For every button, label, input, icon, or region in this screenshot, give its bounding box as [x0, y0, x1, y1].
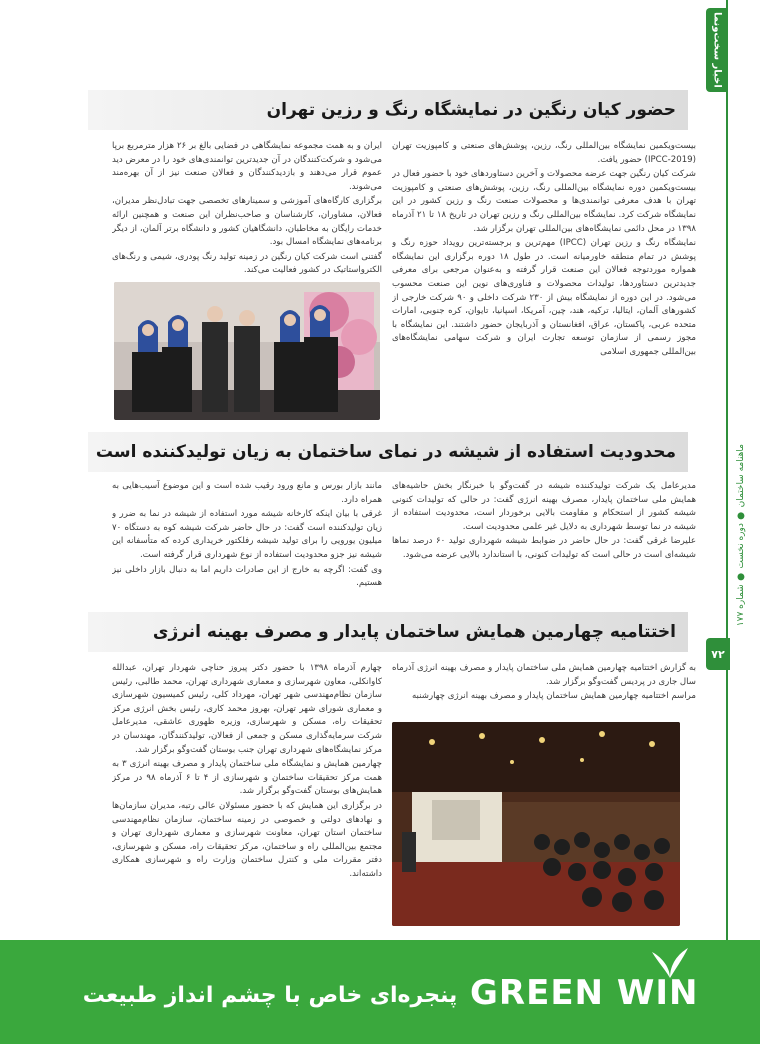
article-3-col-right: [392, 662, 696, 718]
article-1-header: [88, 90, 688, 130]
paragraph: ایران و به همت مجموعه نمایشگاهی در فضایی بالغ بر ۲۶ هزار مترمربع برپا می‌شود و شرکت‌کنندگان در آن جدیدترین توانمندی‌های خود را در معرض دید عموم قرار می‌دهند و بازدیدکنندگان و فعالان صنعت نیز از آن بهره‌مند می‌شوند.: [112, 141, 382, 192]
paragraph: نمایشگاه رنگ و رزین تهران (IPCC) مهم‌ترین و برجسته‌ترین رویداد حوزه رنگ و پوشش در تمام منطقه خاورمیانه است. در طول ۱۸ دوره برگزاری این نمایشگاه همواره موردتوجه فعالان این صنعت قرار گرفته و به‌عنوان مرجعی برای معرفی جدیدترین دستاوردها، تولیدات محصولات و فناوری‌های نوین این صنعت محسوب می‌شود. در این دوره از نمایشگاه بیش از ۲۳۰ شرکت داخلی و ۹۰ شرکت خارجی از کشورهای آلمان، ایتالیا، ترکیه، هند، چین، آمریکا، اسپانیا، تایوان، کره جنوبی، امارات متحده عربی، پاکستان، عراق، افغانستان و آذربایجان حضور داشتند. این نمایشگاه با مجوز رسمی از سازمان توسعه تجارت ایران و شرکت سهامی نمایشگاه‌های بین‌المللی جمهوری اسلامی: [392, 238, 696, 357]
section-tab-label: اخبار سخت‌ونما: [711, 12, 723, 88]
paragraph: وی گفت: اگرچه به خارج از این صادرات داریم اما به دنبال بازار داخلی نیز هستیم.: [112, 564, 382, 589]
article-3-header: [88, 612, 688, 652]
paragraph: شرکت کیان رنگین جهت عرضه محصولات و آخرین دستاوردهای خود با حضور فعال در بیست‌ویکمین دوره نمایشگاه بین‌المللی رنگ، رزین، پوشش‌های صنعتی و کامپوزیت تهران با هدف معرفی توانمندی‌ها و محصولات صنعت رنگ و رزین کشور در این نمایشگاه شرکت کرد. نمایشگاه بین‌المللی رنگ و رزین تهران در تاریخ ۱۸ تا ۲۱ آذرماه ۱۳۹۸ در محل دائمی نمایشگاه‌های بین‌المللی تهران برگزار شد.: [392, 169, 696, 234]
paragraph: غرقی با بیان اینکه کارخانه شیشه مورد استفاده از شیشه در نما به ضرر و زیان تولیدکننده است گفت: در حال حاضر شرکت شیشه کوه به دستگاه ۷۰ میلیون یورویی را برای تولید شیشه رفلکتور خریداری کرده که متأسفانه این شیشه نیز جزو محدودیت استفاده از نوع شهرداری قرار گرفته است.: [112, 509, 382, 560]
article-1-col-right: [392, 140, 696, 446]
brand-name: GREEN WIN: [470, 973, 699, 1013]
paragraph: مدیرعامل یک شرکت تولیدکننده شیشه در گفت‌وگو با خبرنگار بخش حاشیه‌های همایش ملی ساختمان پایدار، مصرف بهینه انرژی گفت: در حالی که تولیدات کنونی شیشه کشور از استحکام و مقاومت بالایی برخوردار است، محدودیت استفاده از شیشه در نما توسط شهرداری به دلایل غیر علمی محدودیت است.: [392, 481, 696, 532]
paragraph: گفتنی است شرکت کیان رنگین در زمینه تولید رنگ پودری، شیمی و رنگ‌های الکترواستاتیک در کشور فعالیت می‌کند.: [112, 251, 382, 276]
paragraph: در برگزاری این همایش که با حضور مسئولان عالی رتبه، مدیران سازمان‌ها و نهادهای دولتی و خصوصی در زمینه ساختمان، سازمان نظام‌مهندسی ساختمان استان تهران، معاونت شهرسازی و معماری شهرداری تهران و مجتمع بین‌المللی راه و ساختمان، مرکز تحقیقات راه، مسکن و شهرسازی، دفتر مقررات ملی و کنترل ساختمان وزارت راه و شهرسازی همکاری داشته‌اند.: [112, 800, 382, 879]
article-3-title: اختتامیه چهارمین همایش ساختمان پایدار و مصرف بهینه انرژی: [152, 622, 676, 642]
paragraph: چهارم آذرماه ۱۳۹۸ با حضور دکتر پیروز حناچی شهردار تهران، عبدالله کاوانکلی، معاون شهرسازی و معماری شهرداری تهران، محمد طالبی، رئیس سازمان نظام‌مهندسی شهر تهران، مهرداد کلی، رئیس کمیسیون شهرسازی و معماری شورای شهر تهران، بهروز محمد کاری، رئیس بخش انرژی مرکز تحقیقات راه، مسکن و شهرسازی، وزیره ظهوری عاشقی، مدیرعامل شرکت سرمایه‌گذاری مسکن و جمعی از فعالان، تولیدکنندگان، مهندسان در مرکز نمایشگاه‌های شهرداری تهران جنب بوستان گفت‌وگو برگزار شد.: [112, 663, 382, 755]
article-2-col-left: [112, 480, 382, 606]
ad-tagline: پنجره‌ای خاص با چشم انداز طبیعت: [82, 982, 458, 1008]
advertisement-footer: [0, 940, 760, 1044]
article-2-title: محدودیت استفاده از شیشه در نمای ساختمان به زیان تولیدکننده است: [95, 442, 676, 462]
rail-divider: [726, 0, 728, 940]
article-1-col-left: [112, 140, 382, 278]
page-number: ۷۲: [706, 638, 730, 670]
article-2-col-right: [392, 480, 696, 606]
paragraph: چهارمین همایش و نمایشگاه ملی ساختمان پایدار و مصرف بهینه انرژی ۳ به همت مرکز تحقیقات ساختمان و شهرسازی از ۴ تا ۶ آذرماه ۹۸ در مرکز همایش‌های بوستان گفت‌وگو برگزار شد.: [112, 759, 382, 797]
article-3-col-left: [112, 662, 382, 926]
paragraph: به گزارش اختتامیه چهارمین همایش ملی ساختمان پایدار و مصرف بهینه انرژی آذرماه سال جاری در پردیس گفت‌وگو برگزار شد.: [392, 663, 696, 687]
paragraph: علیرضا غرقی گفت: در حال حاضر در ضوابط شیشه شهرداری تولید ۶۰ درصد نماها شیشه‌ای است در حالی است که تولیدات کنونی، با استاندارد بالایی عرضه می‌شود.: [392, 536, 696, 560]
paragraph: مانند بازار بورس و مانع ورود رقیب شده است و این موضوع آسیب‌هایی به همراه دارد.: [112, 481, 382, 505]
section-tab: [706, 8, 728, 92]
exhibition-team-photo: [114, 282, 380, 420]
issue-meta-text: ماهنامه ساختمان ● دوره نخست ● شماره ۱۷۷: [736, 443, 746, 627]
paragraph: برگزاری کارگاه‌های آموزشی و سمینارهای تخصصی جهت تبادل‌نظر مدیران، فعالان، مشاوران، کارشناسان و صاحب‌نظران این صنعت و همچنین ارائه خدمات رایگان به مخاطبان، دانشگاهیان کشور و دانشگاه برتر آلمان، از دیگر برنامه‌های نمایشگاه امسال بود.: [112, 196, 382, 248]
leaf-icon: [650, 946, 690, 980]
article-2-header: [88, 432, 688, 472]
paragraph: بیست‌ویکمین نمایشگاه بین‌المللی رنگ، رزین، پوشش‌های صنعتی و کامپوزیت تهران (IPCC-2019) حضور یافت.: [392, 141, 696, 165]
article-1-title: حضور کیان رنگین در نمایشگاه رنگ و رزین تهران: [266, 100, 676, 120]
paragraph: مراسم اختتامیه چهارمین همایش ساختمان پایدار و مصرف بهینه انرژی چهارشنبه: [411, 691, 696, 702]
conference-hall-photo: [392, 722, 680, 926]
issue-meta: [730, 440, 752, 630]
